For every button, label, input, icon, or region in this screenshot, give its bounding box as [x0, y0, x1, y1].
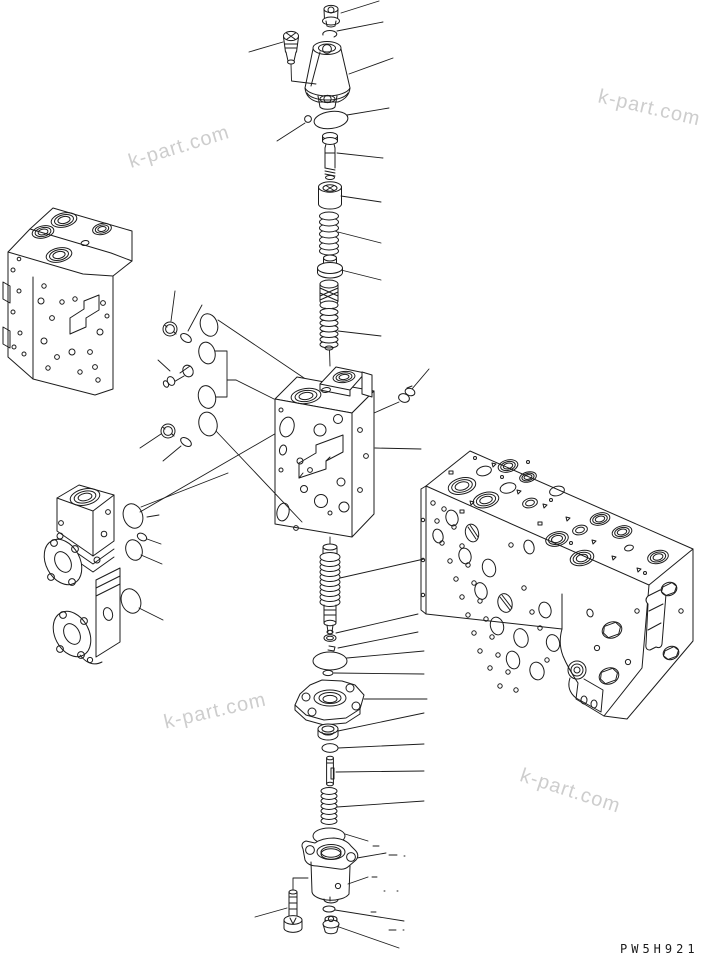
o-ring-large — [196, 384, 218, 411]
small-ring — [323, 670, 333, 675]
cup-nut — [318, 724, 338, 740]
side-tab — [362, 372, 372, 397]
pilot-pin — [327, 756, 334, 786]
main-control-valve-block — [421, 451, 693, 719]
retainer-clip — [328, 646, 335, 651]
o-ring-disc — [313, 652, 347, 670]
return-spring — [321, 788, 337, 825]
o-ring-group — [118, 473, 228, 620]
spring-retainer-cup — [319, 182, 342, 209]
seal-ring — [324, 635, 336, 642]
o-ring-large — [196, 410, 220, 438]
relief-valve-body — [305, 42, 350, 110]
compensator-spool — [320, 280, 338, 366]
flanged-bushing — [318, 255, 343, 278]
drawing-number: PW5H921 — [620, 942, 699, 956]
watermark: k-part.com — [595, 85, 703, 131]
end-cap-housing — [302, 838, 358, 903]
main-spool — [320, 544, 340, 634]
air-bleed-plug — [374, 369, 429, 413]
watermark: k-part.com — [125, 121, 233, 173]
leader-lines-bottom — [255, 559, 427, 948]
plug-part — [323, 5, 340, 27]
steel-ball — [305, 116, 312, 123]
o-ring-mid — [305, 109, 349, 131]
watermark: k-part.com — [517, 764, 624, 818]
hex-o-ring — [322, 744, 338, 753]
watermark: k-part.com — [161, 688, 269, 734]
main-spool-assembly — [255, 544, 427, 948]
valve-spring-top — [320, 212, 339, 255]
socket-bolt-bottom — [284, 878, 308, 932]
mounting-flange — [46, 605, 99, 663]
o-ring — [161, 424, 175, 438]
cover-plate — [295, 680, 364, 725]
o-ring-small-top — [323, 31, 337, 37]
o-ring — [163, 322, 177, 336]
pilot-valve-top-assembly — [249, 1, 393, 366]
backup-ring — [179, 332, 193, 345]
pilot-poppet — [323, 133, 338, 180]
o-ring-large — [196, 340, 217, 365]
o-ring-large — [197, 311, 220, 338]
left-valve-block — [3, 208, 132, 395]
center-valve-section — [140, 320, 429, 546]
fitting-plug — [158, 360, 195, 388]
plug-bottom — [323, 916, 339, 934]
o-ring-bottom — [323, 906, 335, 912]
left-relief-valve-assembly — [37, 473, 228, 664]
